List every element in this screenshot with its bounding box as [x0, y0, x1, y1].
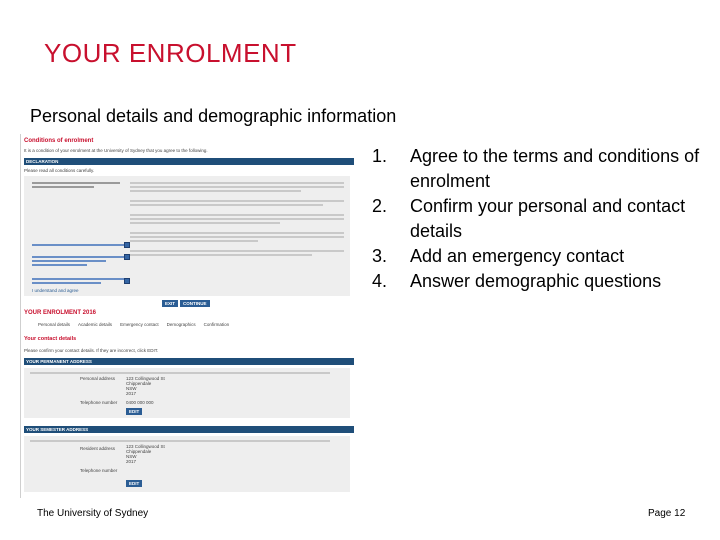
breadcrumb	[38, 322, 229, 327]
contact-intro: Please confirm your contact details. If they are incorrect, click EDIT.	[24, 348, 159, 353]
enrolment-title: YOUR ENROLMENT 2016	[24, 310, 97, 316]
crumb-personal[interactable]: Personal details	[38, 322, 71, 327]
slide-title: YOUR ENROLMENT	[44, 38, 297, 68]
conditions-intro: It is a condition of your enrolment at the University of Sydney that you agree to the following.	[24, 148, 208, 153]
agree-label: I understand and agree	[32, 288, 79, 293]
declaration-hint: Please read all conditions carefully.	[24, 168, 95, 173]
phone-value: 0400 000 000	[126, 400, 154, 405]
declaration-box	[24, 176, 350, 296]
steps-list	[372, 144, 712, 294]
step-item: 2. Confirm your personal and contact details	[372, 196, 686, 241]
crumb-demographics[interactable]: Demographics	[166, 322, 196, 327]
phone-label: Telephone number	[80, 400, 118, 405]
phone-label-2: Telephone number	[80, 468, 118, 473]
slide-subtitle: Personal details and demographic information	[30, 106, 397, 126]
semester-address-value: 123 Collingwood St Chippendale NSW 2017	[126, 444, 165, 464]
agree-checkbox-2[interactable]	[124, 254, 130, 260]
crumb-emergency[interactable]: Emergency contact	[120, 322, 159, 327]
personal-address-label: Personal address	[80, 376, 116, 381]
exit-button[interactable]: EXIT	[162, 300, 178, 307]
step-item: 3. Add an emergency contact	[372, 246, 625, 266]
edit-button-2[interactable]: EDIT	[126, 480, 142, 487]
permanent-address-bar: YOUR PERMANENT ADDRESS	[24, 358, 354, 365]
resident-address-label: Resident address	[80, 446, 116, 451]
conditions-title: Conditions of enrolment	[24, 138, 94, 144]
step-item: 1. Agree to the terms and conditions of enrolment	[372, 146, 700, 191]
crumb-confirmation[interactable]: Confirmation	[203, 322, 230, 327]
agree-checkbox-1[interactable]	[124, 242, 130, 248]
step-item: 4. Answer demographic questions	[372, 271, 662, 291]
continue-button[interactable]: CONTINUE	[180, 300, 210, 307]
enrolment-screenshot	[20, 134, 354, 498]
footer-page-number: Page 12	[648, 508, 686, 519]
permanent-address-box	[24, 368, 350, 418]
declaration-bar: DECLARATION	[24, 158, 354, 165]
contact-title: Your contact details	[24, 336, 77, 342]
edit-button[interactable]: EDIT	[126, 408, 142, 415]
footer-university: The University of Sydney	[37, 508, 149, 519]
crumb-academic[interactable]: Academic details	[78, 322, 113, 327]
agree-checkbox-3[interactable]	[124, 278, 130, 284]
address-value: 123 Collingwood St Chippendale NSW 2017	[126, 376, 165, 396]
semester-address-bar: YOUR SEMESTER ADDRESS	[24, 426, 354, 433]
semester-address-box	[24, 436, 350, 492]
